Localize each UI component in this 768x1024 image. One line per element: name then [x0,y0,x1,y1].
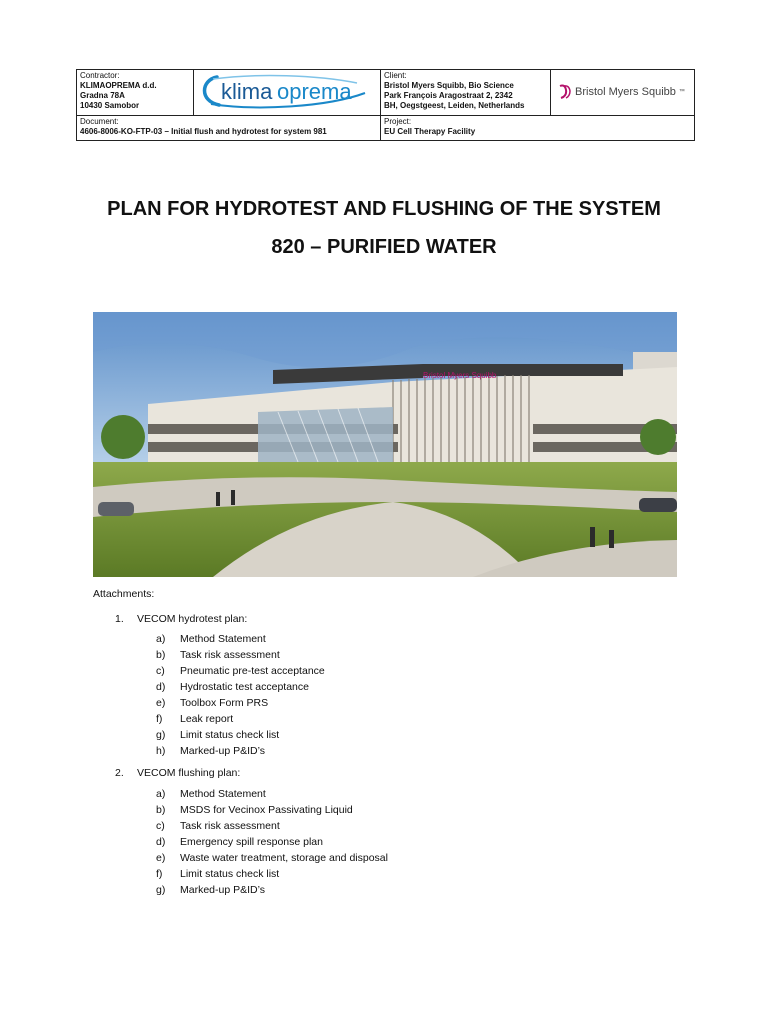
document-title-line-1: PLAN FOR HYDROTEST AND FLUSHING OF THE SYSTEM [107,198,661,220]
klimaoprema-logo [197,71,377,111]
project-value: EU Cell Therapy Facility [384,126,476,136]
attachment-item-2 [115,765,240,781]
list-item: g) Marked-up P&ID’s [156,884,266,896]
item-label: VECOM hydrotest plan: [137,613,248,625]
list-item: d) Hydrostatic test acceptance [156,681,309,693]
client-line-1: Bristol Myers Squibb, Bio Science [384,81,514,90]
bms-tm: ™ [678,89,685,96]
list-item: e) Waste water treatment, storage and disposal [156,852,388,864]
list-item: a) Method Statement [156,788,266,800]
attachment-item-1-sublist [156,631,325,759]
document-value: 4606-8006-KO-FTP-03 – Initial flush and hydrotest for system 981 [80,126,327,136]
document-cell [77,115,381,140]
item-label: VECOM flushing plan: [137,767,241,779]
facility-rendering-image [93,312,677,577]
list-item: d) Emergency spill response plan [156,836,323,848]
contractor-city: 10430 Samobor [80,101,140,110]
bms-logo-mark-icon [558,84,572,100]
list-item: c) Task risk assessment [156,820,280,832]
client-line-2: Park François Aragostraat 2, 2342 [384,91,513,100]
client-label: Client: [384,71,407,80]
list-item: a) Method Statement [156,633,266,645]
client-cell [381,70,551,116]
list-item: f) Limit status check list [156,868,280,880]
contractor-cell [77,70,194,116]
project-label: Project: [384,116,412,126]
list-item: g) Limit status check list [156,729,280,741]
bms-logo-cell [551,70,695,116]
list-item: c) Pneumatic pre-test acceptance [156,665,325,677]
attachment-item-2-sublist [156,786,388,898]
contractor-label: Contractor: [80,71,120,80]
contractor-street: Gradna 78A [80,91,125,100]
attachments-label: Attachments: [93,588,155,600]
logo-text-oprema: oprema [277,78,352,104]
document-header [76,69,695,141]
list-item: b) MSDS for Vecinox Passivating Liquid [156,804,353,816]
item-number: 1. [115,613,124,625]
document-title-line-2: 820 – PURIFIED WATER [271,236,497,258]
project-cell [381,115,695,140]
list-item: b) Task risk assessment [156,649,280,661]
list-item: f) Leak report [156,713,234,725]
attachment-item-1 [115,611,247,627]
building-illustration [93,312,677,577]
contractor-name: KLIMAOPREMA d.d. [80,81,157,90]
bms-logo-text: Bristol Myers Squibb [575,86,676,99]
klimaoprema-logo-cell [194,70,381,116]
client-line-3: BH, Oegstgeest, Leiden, Netherlands [384,101,525,110]
document-label: Document: [80,116,119,126]
logo-text-klima: klima [221,78,273,104]
item-number: 2. [115,767,124,779]
building-sign-text: Bristol Myers Squibb [423,371,497,380]
list-item: h) Marked-up P&ID’s [156,745,266,757]
list-item: e) Toolbox Form PRS [156,697,269,709]
